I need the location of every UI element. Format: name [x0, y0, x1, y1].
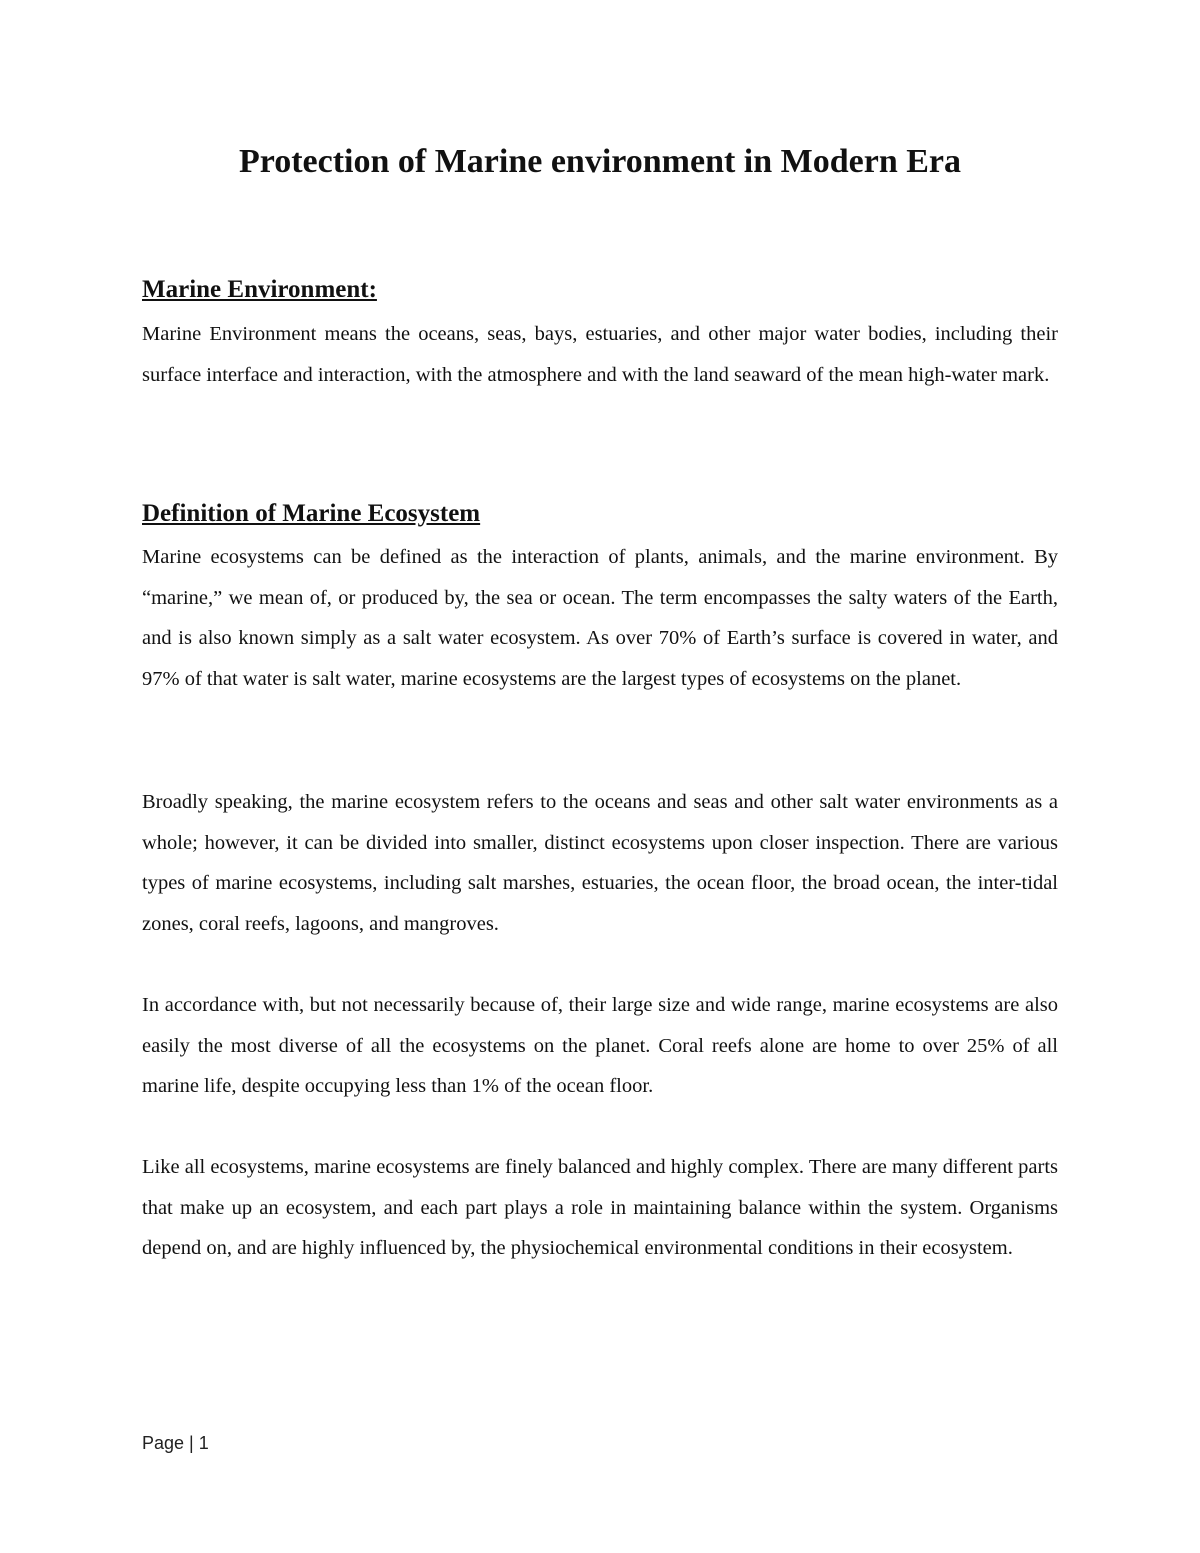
paragraph-ecosystem-definition: Marine ecosystems can be defined as the interaction of plants, animals, and the marine environment. By “marine,” we mean of, or produced by, the sea or ocean. The term encompasses the salty waters of the Earth, and is also known simply as a salt water ecosystem. As over 70% of Earth’s surface is covered in water, and 97% of that water is salt water, marine ecosystems are the largest types of ecosystems on the planet. — [142, 546, 1058, 690]
paragraph-marine-environment: Marine Environment means the oceans, seas, bays, estuaries, and other major water bodies, including their surface interface and interaction, with the atmosphere and with the land seaward of the mean high-water mark. — [142, 323, 1058, 386]
paragraph-ecosystem-types: Broadly speaking, the marine ecosystem refers to the oceans and seas and other salt water environments as a whole; however, it can be divided into smaller, distinct ecosystems upon closer inspection. There are various types of marine ecosystems, including salt marshes, estuaries, the ocean floor, the broad ocean, the inter-tidal zones, coral reefs, lagoons, and mangroves. — [142, 791, 1058, 935]
document-title: Protection of Marine environment in Modern Era — [238, 143, 962, 180]
section-heading-marine-ecosystem: Definition of Marine Ecosystem — [142, 500, 481, 527]
paragraph-ecosystem-balance: Like all ecosystems, marine ecosystems are finely balanced and highly complex. There are many different parts that make up an ecosystem, and each part plays a role in maintaining balance within the system. Organisms depend on, and are highly influenced by, the physiochemical environmental conditions in their ecosystem. — [142, 1156, 1058, 1259]
section-heading-marine-environment: Marine Environment: — [142, 276, 377, 303]
paragraph-ecosystem-diversity: In accordance with, but not necessarily because of, their large size and wide range, marine ecosystems are also easily the most diverse of all the ecosystems on the planet. Coral reefs alone are home to over 25% of all marine life, despite occupying less than 1% of the ocean floor. — [142, 994, 1058, 1097]
page-number-footer: Page | 1 — [142, 1433, 209, 1453]
